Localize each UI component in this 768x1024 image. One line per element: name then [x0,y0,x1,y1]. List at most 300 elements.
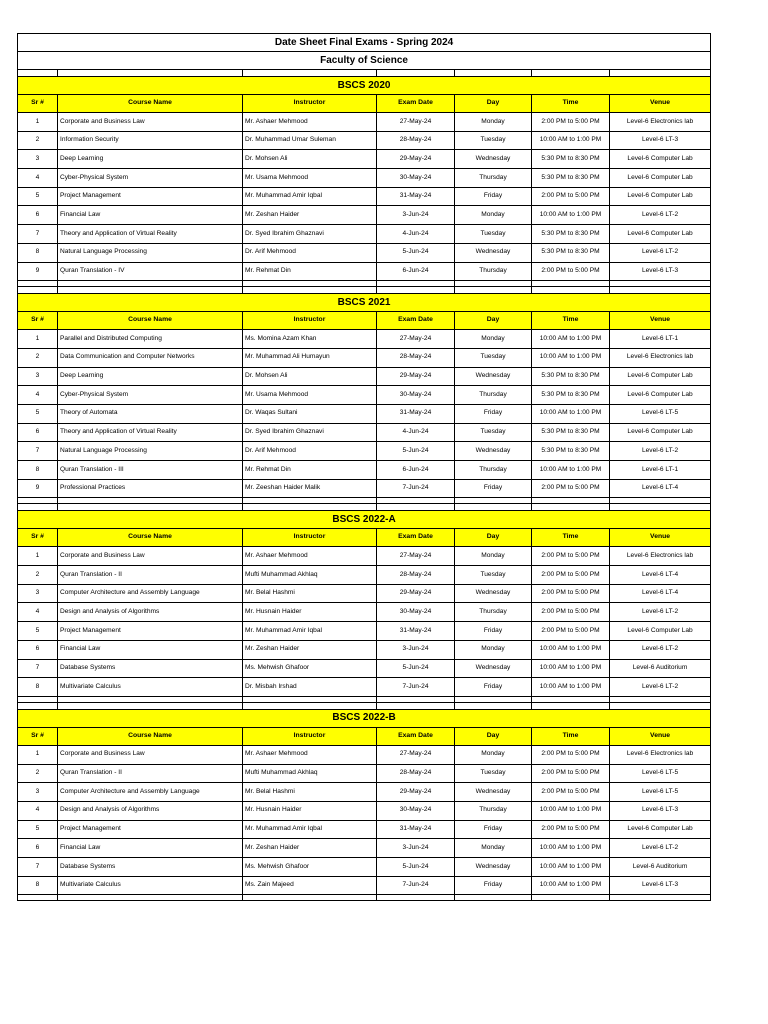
venue-cell: Level-6 LT-3 [610,262,711,281]
sr-cell: 1 [18,330,58,349]
venue-cell: Level-6 LT-2 [610,206,711,225]
day-cell: Monday [455,640,532,659]
time-header: Time [532,529,610,547]
table-row [18,801,711,820]
course-name-cell: Computer Architecture and Assembly Language [58,584,243,603]
venue-cell: Level-6 LT-3 [610,131,711,150]
sr-cell: 6 [18,839,58,858]
sr-cell: 4 [18,386,58,405]
column-header-row [18,529,711,547]
empty-cell [610,287,711,294]
table-row [18,330,711,349]
exam-date-cell: 31-May-24 [377,187,455,206]
instructor-cell: Dr. Syed Ibrahim Ghaznavi [243,225,377,244]
day-cell: Tuesday [455,131,532,150]
spacer-row [18,895,711,901]
exam-date-cell: 7-Jun-24 [377,678,455,697]
course-name-cell: Theory and Application of Virtual Reality [58,225,243,244]
table-row [18,820,711,839]
sr-cell: 2 [18,764,58,783]
empty-cell [455,70,532,77]
day-cell: Wednesday [455,584,532,603]
course-name-cell: Theory of Automata [58,404,243,423]
instructor-cell: Mr. Zeshan Haider [243,206,377,225]
sr-cell: 6 [18,206,58,225]
table-row [18,659,711,678]
sr-cell: 4 [18,603,58,622]
course-name-cell: Cyber-Physical System [58,169,243,188]
course-name-cell: Data Communication and Computer Networks [58,348,243,367]
instructor-cell: Dr. Arif Mehmood [243,243,377,262]
instructor-cell: Mr. Belal Hashmi [243,584,377,603]
sr-cell: 4 [18,801,58,820]
venue-cell: Level-6 Computer Lab [610,423,711,442]
column-header-row [18,312,711,330]
table-row [18,461,711,480]
course-name-cell: Project Management [58,187,243,206]
table-row [18,603,711,622]
exam-date-cell: 28-May-24 [377,764,455,783]
day-header: Day [455,529,532,547]
course-name-header: Course Name [58,312,243,330]
exam-date-cell: 30-May-24 [377,801,455,820]
venue-cell: Level-6 LT-4 [610,566,711,585]
empty-cell [243,287,377,294]
time-cell: 10:00 AM to 1:00 PM [532,640,610,659]
time-cell: 2:00 PM to 5:00 PM [532,622,610,641]
exam-date-cell: 27-May-24 [377,113,455,132]
course-name-cell: Multivariate Calculus [58,678,243,697]
spacer-row [18,70,711,77]
course-name-cell: Financial Law [58,839,243,858]
instructor-cell: Mr. Usama Mehmood [243,386,377,405]
sr-header: Sr # [18,727,58,745]
table-row [18,262,711,281]
venue-cell: Level-6 Computer Lab [610,225,711,244]
time-cell: 5:30 PM to 8:30 PM [532,243,610,262]
exam-date-header: Exam Date [377,312,455,330]
time-cell: 10:00 AM to 1:00 PM [532,131,610,150]
exam-date-header: Exam Date [377,727,455,745]
sr-cell: 3 [18,584,58,603]
empty-cell [532,895,610,901]
sr-cell: 2 [18,131,58,150]
exam-date-cell: 29-May-24 [377,584,455,603]
time-cell: 10:00 AM to 1:00 PM [532,858,610,877]
sr-cell: 5 [18,404,58,423]
time-header: Time [532,312,610,330]
venue-header: Venue [610,95,711,113]
exam-date-cell: 4-Jun-24 [377,225,455,244]
venue-cell: Level-6 LT-5 [610,404,711,423]
sr-cell: 9 [18,262,58,281]
instructor-header: Instructor [243,529,377,547]
table-row [18,566,711,585]
course-name-cell: Design and Analysis of Algorithms [58,603,243,622]
time-cell: 2:00 PM to 5:00 PM [532,783,610,802]
sr-cell: 7 [18,858,58,877]
sr-cell: 8 [18,876,58,895]
venue-cell: Level-6 LT-4 [610,479,711,498]
time-cell: 5:30 PM to 8:30 PM [532,442,610,461]
exam-date-cell: 3-Jun-24 [377,640,455,659]
exam-date-cell: 31-May-24 [377,404,455,423]
day-cell: Monday [455,547,532,566]
sr-header: Sr # [18,312,58,330]
instructor-cell: Ms. Mehwish Ghafoor [243,659,377,678]
course-name-cell: Corporate and Business Law [58,113,243,132]
day-cell: Thursday [455,169,532,188]
sr-cell: 5 [18,187,58,206]
instructor-cell: Ms. Mehwish Ghafoor [243,858,377,877]
course-name-cell: Financial Law [58,640,243,659]
day-cell: Wednesday [455,783,532,802]
empty-cell [455,702,532,709]
instructor-cell: Mr. Muhammad Amir Iqbal [243,622,377,641]
sr-cell: 5 [18,820,58,839]
day-header: Day [455,312,532,330]
course-name-cell: Professional Practices [58,479,243,498]
empty-cell [18,287,58,294]
day-cell: Monday [455,113,532,132]
course-name-cell: Financial Law [58,206,243,225]
time-cell: 10:00 AM to 1:00 PM [532,206,610,225]
exam-date-cell: 5-Jun-24 [377,442,455,461]
day-cell: Friday [455,876,532,895]
time-cell: 10:00 AM to 1:00 PM [532,678,610,697]
empty-cell [18,895,58,901]
empty-cell [455,895,532,901]
instructor-cell: Mr. Husnain Haider [243,603,377,622]
sr-header: Sr # [18,95,58,113]
table-row [18,622,711,641]
instructor-cell: Mr. Muhammad Ali Humayun [243,348,377,367]
exam-date-cell: 29-May-24 [377,783,455,802]
instructor-cell: Mufti Muhammad Akhlaq [243,764,377,783]
time-cell: 2:00 PM to 5:00 PM [532,566,610,585]
day-header: Day [455,727,532,745]
table-row [18,206,711,225]
time-cell: 2:00 PM to 5:00 PM [532,820,610,839]
venue-header: Venue [610,727,711,745]
table-row [18,678,711,697]
instructor-header: Instructor [243,727,377,745]
venue-header: Venue [610,312,711,330]
venue-cell: Level-6 Computer Lab [610,622,711,641]
empty-cell [377,287,455,294]
day-cell: Monday [455,839,532,858]
day-cell: Wednesday [455,150,532,169]
time-cell: 10:00 AM to 1:00 PM [532,348,610,367]
exam-date-header: Exam Date [377,95,455,113]
day-cell: Friday [455,622,532,641]
venue-cell: Level-6 LT-2 [610,839,711,858]
empty-cell [243,70,377,77]
time-cell: 10:00 AM to 1:00 PM [532,801,610,820]
course-name-cell: Quran Translation - II [58,764,243,783]
empty-cell [243,895,377,901]
exam-date-cell: 7-Jun-24 [377,876,455,895]
time-cell: 2:00 PM to 5:00 PM [532,603,610,622]
time-cell: 2:00 PM to 5:00 PM [532,262,610,281]
table-row [18,243,711,262]
table-row [18,225,711,244]
instructor-cell: Mr. Zeshan Haider [243,640,377,659]
instructor-cell: Mr. Rehmat Din [243,262,377,281]
time-header: Time [532,727,610,745]
sr-cell: 7 [18,442,58,461]
instructor-cell: Dr. Syed Ibrahim Ghaznavi [243,423,377,442]
exam-date-cell: 31-May-24 [377,820,455,839]
time-header: Time [532,95,610,113]
spacer-row [18,504,711,511]
venue-cell: Level-6 LT-2 [610,243,711,262]
day-cell: Monday [455,330,532,349]
time-cell: 2:00 PM to 5:00 PM [532,745,610,764]
course-name-cell: Natural Language Processing [58,442,243,461]
empty-cell [532,702,610,709]
day-cell: Wednesday [455,243,532,262]
sr-header: Sr # [18,529,58,547]
venue-cell: Level-6 Computer Lab [610,150,711,169]
table-row [18,442,711,461]
empty-cell [58,70,243,77]
venue-cell: Level-6 LT-4 [610,584,711,603]
table-row [18,367,711,386]
exam-date-cell: 27-May-24 [377,547,455,566]
sr-cell: 8 [18,461,58,480]
section-title: BSCS 2022-A [18,511,711,529]
exam-date-cell: 27-May-24 [377,330,455,349]
instructor-cell: Mufti Muhammad Akhlaq [243,566,377,585]
day-cell: Tuesday [455,225,532,244]
day-cell: Friday [455,187,532,206]
time-cell: 5:30 PM to 8:30 PM [532,367,610,386]
course-name-cell: Project Management [58,622,243,641]
venue-cell: Level-6 LT-1 [610,461,711,480]
empty-cell [243,702,377,709]
empty-cell [377,504,455,511]
exam-date-cell: 6-Jun-24 [377,461,455,480]
exam-date-cell: 5-Jun-24 [377,858,455,877]
exam-date-cell: 7-Jun-24 [377,479,455,498]
venue-cell: Level-6 Computer Lab [610,386,711,405]
course-name-cell: Quran Translation - II [58,566,243,585]
venue-cell: Level-6 Electronics lab [610,348,711,367]
venue-cell: Level-6 Computer Lab [610,187,711,206]
column-header-row [18,95,711,113]
sr-cell: 3 [18,150,58,169]
venue-cell: Level-6 Computer Lab [610,820,711,839]
day-cell: Thursday [455,386,532,405]
time-cell: 10:00 AM to 1:00 PM [532,461,610,480]
day-cell: Tuesday [455,423,532,442]
empty-cell [377,702,455,709]
table-row [18,764,711,783]
venue-cell: Level-6 LT-2 [610,678,711,697]
exam-date-cell: 5-Jun-24 [377,243,455,262]
table-row [18,745,711,764]
empty-cell [455,287,532,294]
venue-cell: Level-6 Electronics lab [610,547,711,566]
spacer-row [18,287,711,294]
exam-date-header: Exam Date [377,529,455,547]
empty-cell [610,504,711,511]
exam-date-cell: 4-Jun-24 [377,423,455,442]
time-cell: 2:00 PM to 5:00 PM [532,479,610,498]
exam-date-cell: 5-Jun-24 [377,659,455,678]
instructor-cell: Dr. Muhammad Umar Suleman [243,131,377,150]
sr-cell: 3 [18,367,58,386]
empty-cell [58,504,243,511]
empty-cell [610,895,711,901]
course-name-cell: Theory and Application of Virtual Reality [58,423,243,442]
venue-cell: Level-6 LT-2 [610,603,711,622]
day-cell: Monday [455,745,532,764]
sheet-title: Date Sheet Final Exams - Spring 2024 [18,34,711,52]
table-row [18,386,711,405]
empty-cell [610,70,711,77]
table-row [18,131,711,150]
table-row [18,839,711,858]
exam-date-cell: 28-May-24 [377,348,455,367]
instructor-header: Instructor [243,312,377,330]
empty-cell [532,70,610,77]
sr-cell: 5 [18,622,58,641]
exam-date-cell: 30-May-24 [377,386,455,405]
instructor-cell: Dr. Mohsen Ali [243,150,377,169]
sr-cell: 9 [18,479,58,498]
table-row [18,876,711,895]
instructor-cell: Dr. Arif Mehmood [243,442,377,461]
table-row [18,547,711,566]
day-cell: Friday [455,479,532,498]
time-cell: 2:00 PM to 5:00 PM [532,113,610,132]
table-row [18,150,711,169]
venue-cell: Level-6 Electronics lab [610,113,711,132]
course-name-cell: Database Systems [58,858,243,877]
day-header: Day [455,95,532,113]
venue-cell: Level-6 LT-3 [610,801,711,820]
time-cell: 5:30 PM to 8:30 PM [532,169,610,188]
course-name-cell: Computer Architecture and Assembly Language [58,783,243,802]
table-row [18,783,711,802]
venue-cell: Level-6 LT-2 [610,442,711,461]
instructor-cell: Mr. Zeeshan Haider Malik [243,479,377,498]
sr-cell: 1 [18,745,58,764]
day-cell: Monday [455,206,532,225]
day-cell: Thursday [455,461,532,480]
empty-cell [532,287,610,294]
exam-date-cell: 3-Jun-24 [377,839,455,858]
exam-schedule-table [17,33,711,901]
day-cell: Friday [455,404,532,423]
section-title: BSCS 2021 [18,294,711,312]
sr-cell: 7 [18,659,58,678]
instructor-cell: Dr. Waqas Sultani [243,404,377,423]
section-title: BSCS 2022-B [18,709,711,727]
time-cell: 5:30 PM to 8:30 PM [532,225,610,244]
table-row [18,479,711,498]
empty-cell [455,504,532,511]
table-row [18,423,711,442]
empty-cell [18,702,58,709]
exam-date-cell: 28-May-24 [377,131,455,150]
table-row [18,187,711,206]
day-cell: Tuesday [455,348,532,367]
empty-cell [18,504,58,511]
sr-cell: 3 [18,783,58,802]
sr-cell: 8 [18,243,58,262]
course-name-cell: Project Management [58,820,243,839]
table-row [18,858,711,877]
day-cell: Friday [455,678,532,697]
table-row [18,348,711,367]
venue-cell: Level-6 LT-3 [610,876,711,895]
instructor-cell: Mr. Ashaer Mehmood [243,547,377,566]
course-name-cell: Quran Translation - III [58,461,243,480]
sr-cell: 8 [18,678,58,697]
day-cell: Wednesday [455,858,532,877]
venue-cell: Level-6 LT-5 [610,783,711,802]
instructor-cell: Mr. Usama Mehmood [243,169,377,188]
instructor-cell: Dr. Misbah Irshad [243,678,377,697]
sr-cell: 1 [18,113,58,132]
instructor-cell: Mr. Muhammad Amir Iqbal [243,820,377,839]
time-cell: 10:00 AM to 1:00 PM [532,330,610,349]
venue-cell: Level-6 Computer Lab [610,169,711,188]
day-cell: Thursday [455,262,532,281]
sr-cell: 6 [18,640,58,659]
instructor-cell: Mr. Zeshan Haider [243,839,377,858]
exam-date-cell: 3-Jun-24 [377,206,455,225]
course-name-cell: Quran Translation - IV [58,262,243,281]
instructor-cell: Dr. Mohsen Ali [243,367,377,386]
spacer-row [18,702,711,709]
time-cell: 2:00 PM to 5:00 PM [532,547,610,566]
day-cell: Thursday [455,603,532,622]
time-cell: 2:00 PM to 5:00 PM [532,764,610,783]
sr-cell: 2 [18,348,58,367]
empty-cell [18,70,58,77]
course-name-cell: Natural Language Processing [58,243,243,262]
day-cell: Wednesday [455,659,532,678]
course-name-cell: Multivariate Calculus [58,876,243,895]
day-cell: Wednesday [455,442,532,461]
day-cell: Thursday [455,801,532,820]
venue-cell: Level-6 LT-5 [610,764,711,783]
empty-cell [58,287,243,294]
empty-cell [243,504,377,511]
course-name-header: Course Name [58,529,243,547]
course-name-cell: Corporate and Business Law [58,745,243,764]
venue-header: Venue [610,529,711,547]
time-cell: 5:30 PM to 8:30 PM [532,423,610,442]
time-cell: 2:00 PM to 5:00 PM [532,187,610,206]
course-name-cell: Corporate and Business Law [58,547,243,566]
course-name-cell: Cyber-Physical System [58,386,243,405]
instructor-header: Instructor [243,95,377,113]
date-sheet [17,33,710,901]
instructor-cell: Mr. Husnain Haider [243,801,377,820]
sr-cell: 4 [18,169,58,188]
exam-date-cell: 30-May-24 [377,169,455,188]
faculty-name: Faculty of Science [18,52,711,70]
course-name-cell: Information Security [58,131,243,150]
day-cell: Wednesday [455,367,532,386]
time-cell: 10:00 AM to 1:00 PM [532,659,610,678]
time-cell: 5:30 PM to 8:30 PM [532,150,610,169]
